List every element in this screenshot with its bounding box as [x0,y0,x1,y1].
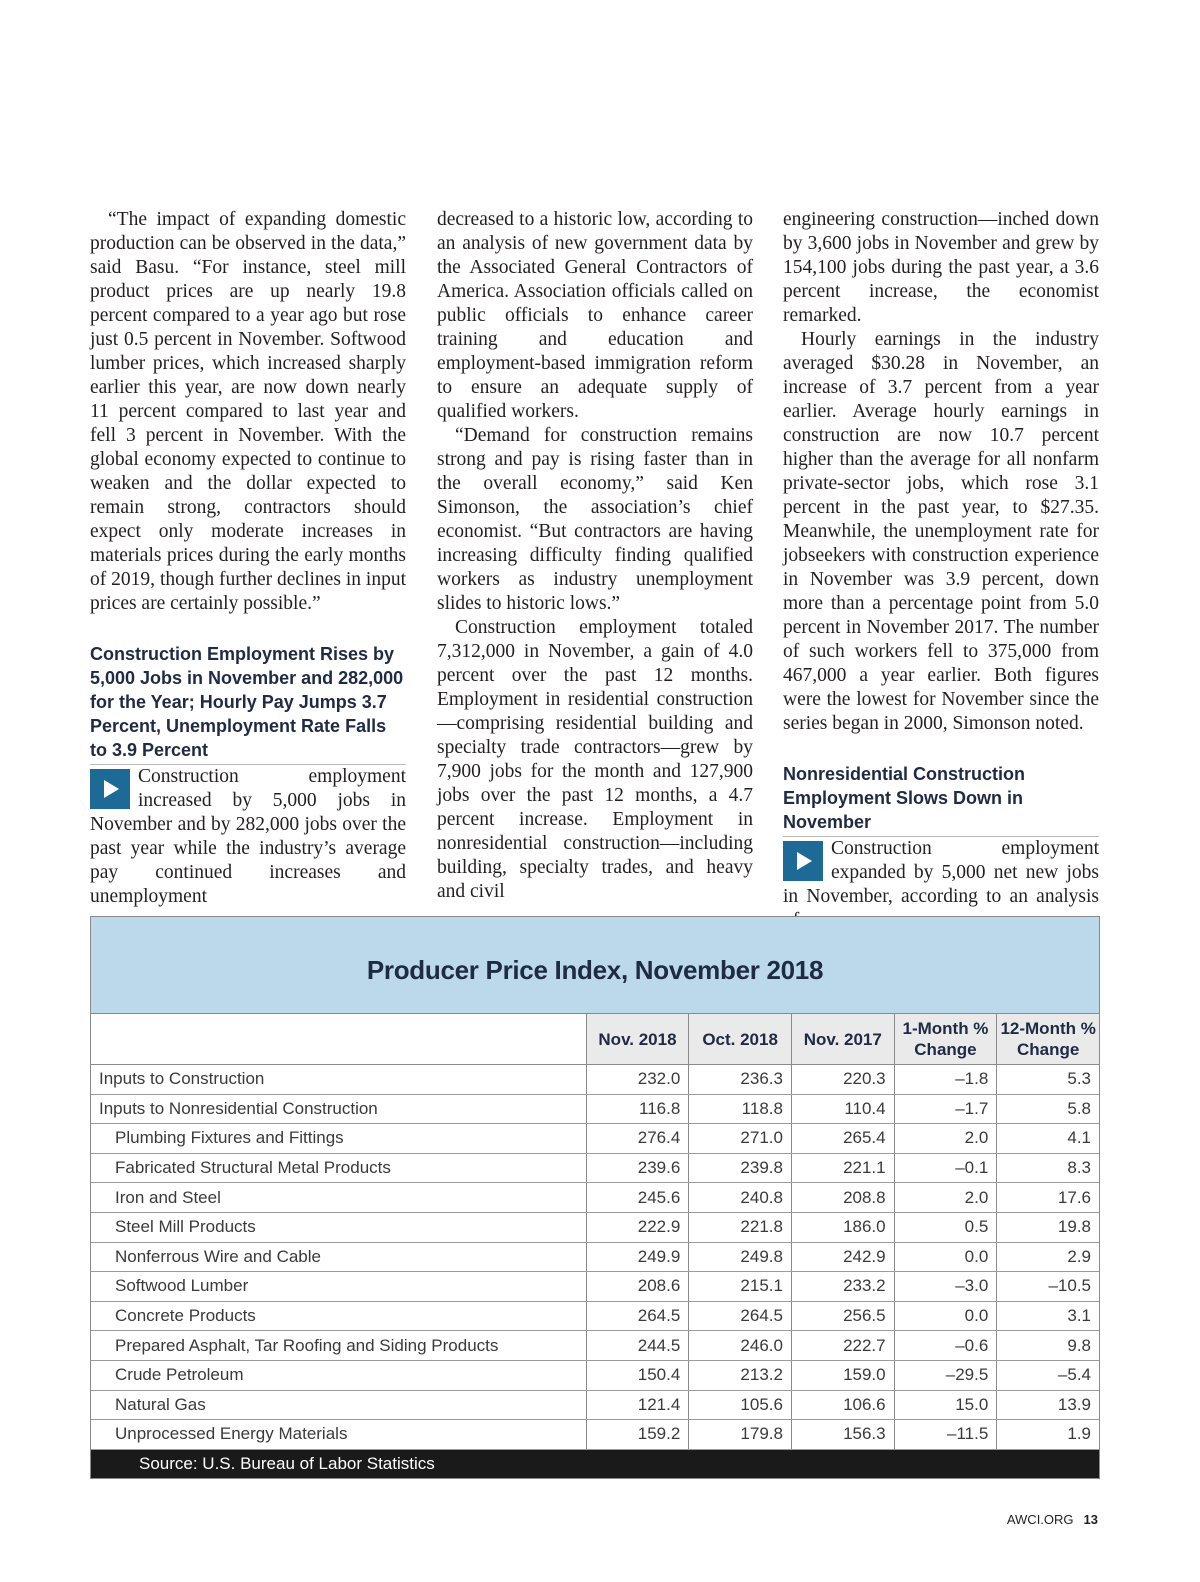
section-subhead: Nonresidential Construction Employment Slows Down in November [783,762,1099,837]
row-label: Softwood Lumber [91,1272,586,1302]
table-cell: 0.0 [894,1242,997,1272]
table-title: Producer Price Index, November 2018 [366,954,824,985]
row-label: Fabricated Structural Metal Products [91,1153,586,1183]
table-cell: 236.3 [689,1065,792,1095]
body-paragraph: Construction employment totaled 7,312,000 in November, a gain of 4.0 percent over the past 12 months. Employment in residential construction—comprising residential building and specialty trade contractors—grew by 7,900 jobs for the month and 127,900 jobs over the past 12 months, a 4.7 percent increase. Employment in nonresidential construction—including building, specialty trades, and heavy and civil [437,617,753,902]
table-cell: 5.3 [997,1065,1099,1095]
table-row [91,1420,1099,1450]
row-label: Plumbing Fixtures and Fittings [91,1124,586,1154]
table-cell: 19.8 [997,1212,1099,1242]
table-cell: 159.0 [791,1360,894,1390]
column-header: Nov. 2017 [791,1014,894,1065]
table-cell: 118.8 [689,1094,792,1124]
table-cell: –10.5 [997,1272,1099,1302]
column-header: Oct. 2018 [689,1014,792,1065]
table-cell: 179.8 [689,1420,792,1450]
table-cell: 222.9 [586,1212,689,1242]
table-cell: 13.9 [997,1390,1099,1420]
table-cell: 221.8 [689,1212,792,1242]
table-cell: 249.9 [586,1242,689,1272]
table-cell: 245.6 [586,1183,689,1213]
table-cell: 3.1 [997,1301,1099,1331]
table-cell: 242.9 [791,1242,894,1272]
table-cell: 215.1 [689,1272,792,1302]
table-body [91,1065,1099,1450]
table-cell: 121.4 [586,1390,689,1420]
table-cell: 159.2 [586,1420,689,1450]
table-cell: 239.8 [689,1153,792,1183]
table-cell: 0.5 [894,1212,997,1242]
table-cell: 239.6 [586,1153,689,1183]
footer-site: AWCI.ORG [1006,1512,1074,1527]
table-row [91,1331,1099,1361]
row-label: Inputs to Nonresidential Construction [91,1094,586,1124]
row-label: Inputs to Construction [91,1065,586,1095]
column-header: 12-Month % Change [997,1014,1099,1065]
article-column-1 [90,208,406,909]
table-row [91,1242,1099,1272]
table-cell: 256.5 [791,1301,894,1331]
table-cell: 105.6 [689,1390,792,1420]
column-header: 1-Month % Change [894,1014,997,1065]
table-row [91,1301,1099,1331]
table-row [91,1124,1099,1154]
table-cell: 233.2 [791,1272,894,1302]
table-row [91,1360,1099,1390]
table-cell: –11.5 [894,1420,997,1450]
section-subhead: Construction Employment Rises by 5,000 Jobs in November and 282,000 for the Year; Hourly Pay Jumps 3.7 Percent, Unemployment Rate Falls to 3.9 Percent [90,642,406,765]
table-cell: 8.3 [997,1153,1099,1183]
row-label: Nonferrous Wire and Cable [91,1242,586,1272]
table-cell: 244.5 [586,1331,689,1361]
table-cell: 246.0 [689,1331,792,1361]
page-footer [1007,1512,1098,1527]
table-row [91,1390,1099,1420]
play-icon [90,769,130,809]
table-cell: 2.0 [894,1183,997,1213]
table-title-bar [91,917,1099,1014]
table-cell: 221.1 [791,1153,894,1183]
table-cell: 222.7 [791,1331,894,1361]
table-cell: 213.2 [689,1360,792,1390]
table-header-row [91,1014,1099,1065]
table-cell: –3.0 [894,1272,997,1302]
table-source-note: Source: U.S. Bureau of Labor Statistics [91,1450,1099,1478]
table-cell: 208.8 [791,1183,894,1213]
table-cell: 5.8 [997,1094,1099,1124]
ppi-table-panel [90,916,1100,1479]
table-cell: 106.6 [791,1390,894,1420]
article-column-3 [783,208,1099,933]
table-row [91,1183,1099,1213]
table-cell: –0.6 [894,1331,997,1361]
table-cell: 0.0 [894,1301,997,1331]
table-cell: 9.8 [997,1331,1099,1361]
table-row [91,1272,1099,1302]
table-cell: 156.3 [791,1420,894,1450]
row-label: Iron and Steel [91,1183,586,1213]
play-icon [783,841,823,881]
table-cell: –1.8 [894,1065,997,1095]
table-row [91,1153,1099,1183]
article-column-2 [437,208,753,904]
table-cell: 249.8 [689,1242,792,1272]
table-row [91,1212,1099,1242]
table-row [91,1094,1099,1124]
table-cell: 15.0 [894,1390,997,1420]
table-cell: –0.1 [894,1153,997,1183]
lead-paragraph: Construction employment expanded by 5,000 net new jobs in November, according to an analysis [783,838,1099,907]
body-paragraph: Hourly earnings in the industry averaged $30.28 in November, an increase of 3.7 percent from a year earlier. Average hourly earnings in construction are now 10.7 percent higher than the average for all nonfarm private-sector jobs, which rose 3.1 percent in the past year, to $27.35. Meanwhile, the unemployment rate for jobseekers with construction experience in November was 3.9 percent, down more than a percentage point from 5.0 percent in November 2017. The number of such workers fell to 375,000 from 467,000 a year earlier. Both figures were the lowest for November since the series began in 2000, Simonson noted. [783,329,1099,734]
table-cell: 110.4 [791,1094,894,1124]
table-cell: 2.9 [997,1242,1099,1272]
table-cell: 17.6 [997,1183,1099,1213]
row-label: Natural Gas [91,1390,586,1420]
table-cell: 265.4 [791,1124,894,1154]
table-cell: 220.3 [791,1065,894,1095]
table-cell: 276.4 [586,1124,689,1154]
table-cell: –1.7 [894,1094,997,1124]
table-cell: 232.0 [586,1065,689,1095]
table-cell: 264.5 [586,1301,689,1331]
header-blank-cell [91,1014,586,1065]
row-label: Steel Mill Products [91,1212,586,1242]
lead-paragraph: Construction employment increased by 5,000 jobs in November and by 282,000 jobs over the past year while the industry’s average pay continued increases and unemployment [90,766,406,907]
page-number: 13 [1083,1512,1098,1527]
table-cell: 1.9 [997,1420,1099,1450]
table-cell: 208.6 [586,1272,689,1302]
body-paragraph: “Demand for construction remains strong and pay is rising faster than in the overall economy,” said Ken Simonson, the association’s chief economist. “But contractors are having increasing difficulty finding qualified workers as industry unemployment slides to historic lows.” [437,425,753,614]
table-cell: 150.4 [586,1360,689,1390]
body-paragraph: engineering construction—inched down by 3,600 jobs in November and grew by 154,100 jobs during the past year, a 3.6 percent increase, the economist remarked. [783,209,1099,326]
table-cell: 2.0 [894,1124,997,1154]
table-cell: 186.0 [791,1212,894,1242]
table-row [91,1065,1099,1095]
row-label: Concrete Products [91,1301,586,1331]
column-header: Nov. 2018 [586,1014,689,1065]
table-cell: 4.1 [997,1124,1099,1154]
table-cell: –29.5 [894,1360,997,1390]
row-label: Crude Petroleum [91,1360,586,1390]
ppi-table [91,1014,1099,1450]
table-cell: 240.8 [689,1183,792,1213]
body-paragraph: decreased to a historic low, according to an analysis of new government data by the Associated General Contractors of America. Association officials called on public officials to enhance career training and education and employment-based immigration reform to ensure an adequate supply of qualified workers. [437,209,753,422]
table-cell: 264.5 [689,1301,792,1331]
row-label: Prepared Asphalt, Tar Roofing and Siding Products [91,1331,586,1361]
table-cell: 271.0 [689,1124,792,1154]
row-label: Unprocessed Energy Materials [91,1420,586,1450]
table-cell: 116.8 [586,1094,689,1124]
body-paragraph: “The impact of expanding domestic production can be observed in the data,” said Basu. “For instance, steel mill product prices are up nearly 19.8 percent compared to a year ago but rose just 0.5 percent in November. Softwood lumber prices, which increased sharply earlier this year, are now down nearly 11 percent compared to last year and fell 3 percent in November. With the global economy expected to continue to weaken and the dollar expected to remain strong, contractors should expect only moderate increases in materials prices during the early months of 2019, though further declines in input prices are certainly possible.” [90,209,406,614]
table-cell: –5.4 [997,1360,1099,1390]
